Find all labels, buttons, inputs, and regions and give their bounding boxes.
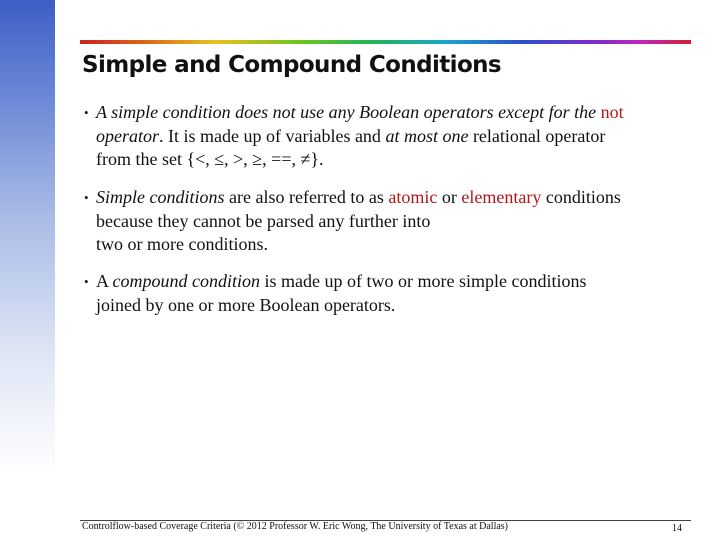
bullet-text: is made up of two or more simple conditions — [260, 271, 587, 291]
bullet-line — [84, 125, 696, 149]
keyword-not: not — [600, 102, 624, 122]
bullet-dot-icon: • — [84, 274, 89, 289]
bullet-text: because they cannot be parsed any further into — [96, 210, 431, 231]
bullet-text: Simple conditions — [96, 187, 225, 207]
bullet-text: from the set {<, ≤, >, ≥, ==, ≠}. — [96, 149, 324, 169]
bullet-item-3 — [84, 270, 696, 317]
side-gradient-bar — [0, 0, 55, 540]
bullet-item-1 — [84, 101, 696, 172]
bullet-dot-icon: • — [84, 105, 89, 120]
keyword-atomic: atomic — [388, 187, 438, 207]
bullet-line — [84, 233, 696, 257]
page-number: 14 — [672, 523, 682, 534]
bullet-text: at most one — [385, 125, 469, 146]
keyword-elementary: elementary — [461, 187, 542, 207]
bullet-item-2 — [84, 186, 696, 257]
bullet-dot-icon: • — [84, 190, 89, 205]
bullet-text: compound condition — [112, 271, 260, 291]
bullet-line — [84, 148, 696, 172]
footer-text: Controlflow-based Coverage Criteria (© 2012 Professor W. Eric Wong, The University of Texas at Dallas) — [82, 521, 509, 532]
bullet-text: A — [96, 271, 113, 291]
slide-title: Simple and Compound Conditions — [82, 52, 502, 78]
bullet-text: conditions — [541, 187, 621, 207]
bullet-text: A simple condition does not use any Boolean operators except for the — [96, 102, 601, 122]
bullet-text: . It is made up of variables and — [159, 125, 386, 146]
bullet-text: operator — [96, 125, 159, 146]
bullet-text: or — [437, 187, 462, 207]
bullet-text: relational operator — [468, 125, 606, 146]
bullet-line — [84, 101, 696, 125]
bullet-text: joined by one or more Boolean operators. — [96, 294, 396, 315]
bullet-line — [84, 186, 696, 210]
bullet-text: two or more conditions. — [96, 234, 268, 254]
bullet-line — [84, 270, 696, 294]
bullet-text: are also referred to as — [224, 187, 389, 207]
bullet-line — [84, 210, 696, 234]
bullet-line — [84, 294, 696, 318]
rainbow-divider — [80, 40, 691, 44]
